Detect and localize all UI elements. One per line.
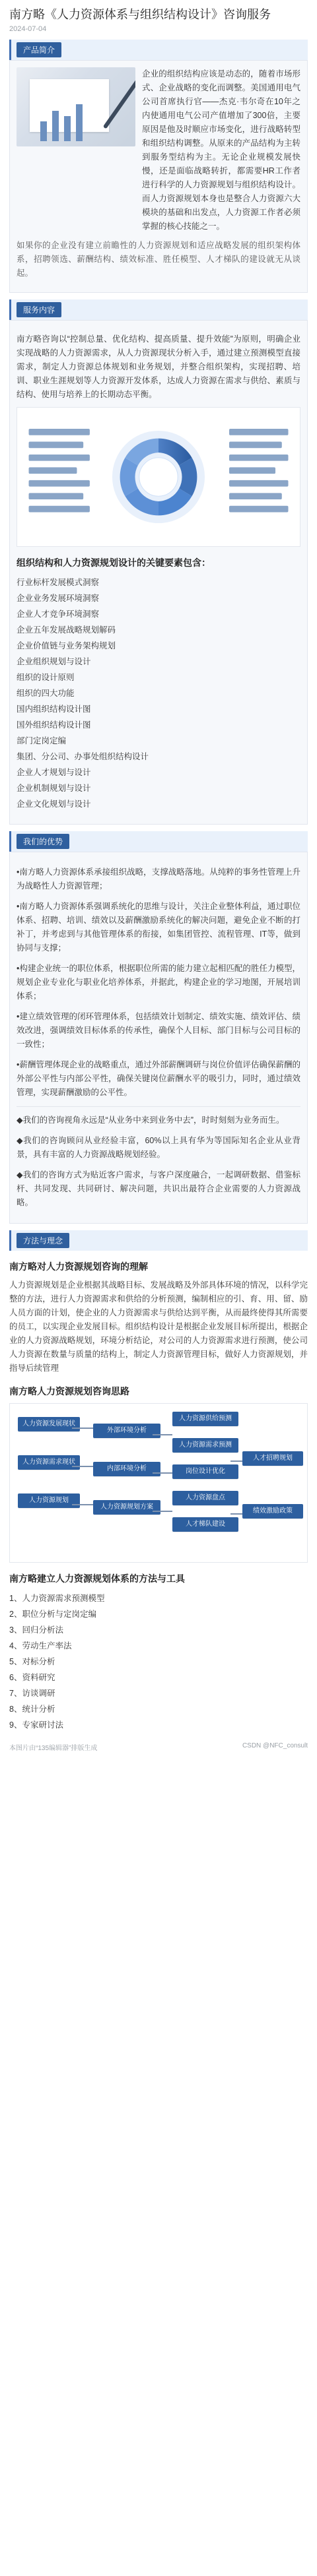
flow-title: 南方略人力资源规划咨询思路 — [9, 1387, 129, 1397]
section-header — [9, 1230, 308, 1251]
method-text: 人力资源规划是企业根据其战略目标、发展战略及外部具体环境的情况，以科学完整的方法，进行人力资源需求和供给的分析预测，编制相应的引、育、用、留、励人员方面的计划，使企业的人力资源需求与供给达到平衡，从而最终使得其所需要的员工，以实现企业发展目标。组织结构设计是根据企业发展目标所提出，根据企业的人力资源战略规划，环境分析结论，对公司的人力资源需求进行预测，使公司人力资源在数量与质量的结构上，制定人力资源管理目标，做好人力资源规划，并指导后续管理 — [9, 1280, 308, 1373]
advantage-item: ◆我们的咨询方式为贴近客户需求，与客户深度融合，一起调研数据、借鉴标杆、共同发现、共同研讨、解决问题，共识出最符合企业需要的人力资源战略。 — [17, 1170, 300, 1207]
flow-connector — [153, 1472, 172, 1474]
flow-box: 绩效激励政策 — [242, 1504, 303, 1519]
chart-bar-2 — [52, 111, 59, 141]
section-header — [9, 831, 308, 852]
tool-item: 5、对标分析 — [9, 1657, 55, 1666]
flow-box: 内部环境分析 — [93, 1462, 160, 1476]
article-date: 2024-07-04 — [9, 25, 47, 33]
advantage-item: •构建企业统一的职位体系，根据职位所需的能力建立起相匹配的胜任力模型，规划企业专业化与职业化培养体系，并据此，构建企业的学习地图，开展培训体系； — [17, 964, 300, 1001]
advantage-item: •南方略人力资源体系承接组织战略，支撑战略落地。从纯粹的事务性管理上升为战略性人力资源管理； — [17, 867, 300, 891]
tool-item: 6、资料研究 — [9, 1673, 55, 1682]
section-tag-advantages: 我们的优势 — [17, 834, 69, 849]
advantages-panel — [9, 852, 308, 1224]
flow-connector — [153, 1434, 172, 1435]
tool-item: 3、回归分析法 — [9, 1625, 63, 1635]
tool-item: 4、劳动生产率法 — [9, 1641, 72, 1650]
service-diagram — [17, 407, 300, 547]
service-diagram-svg — [17, 408, 300, 546]
section-tag-method: 方法与理念 — [17, 1233, 69, 1248]
list-item: 国外组织结构设计图 — [17, 720, 91, 730]
section-product-intro — [9, 40, 308, 293]
section-service — [9, 299, 308, 825]
section-header — [9, 40, 308, 60]
product-intro-text-2: 如果你的企业没有建立前瞻性的人力资源规划和适应战略发展的组织架构体系，招聘领选、薪酬结构、绩效标准、胜任模型、人才梯队的建设就无从谈起。 — [17, 241, 300, 278]
service-text: 南方略咨询以“控制总量、优化结构、提高质量、提升效能”为原则，明确企业实现战略的人力资源需求，从人力资源现状分析入手，通过建立预测模型直接需求，制定人力资源总体规划和业务规划，并整合组织架构，实现招聘、培训、职业生涯规划等人力资源开发体系，达成人力资源在需求与供给、素质与结构、使用与培养上的长期动态平衡。 — [17, 334, 300, 399]
tools-title: 南方略建立人力资源规划体系的方法与工具 — [9, 1574, 185, 1585]
flow-connector — [72, 1504, 93, 1505]
footer-left: 本图片由“135编辑器”排版生成 — [9, 1745, 98, 1752]
product-intro-panel — [9, 60, 308, 293]
advantage-item: •南方略人力资源体系强调系统化的思维与设计，关注企业整体利益，通过职位体系、招聘、培训、绩效以及薪酬激励系统化的解决问题，避免企业不断的打补丁，并考虑到与其他管理体系的衔接，如集团管控、流程管理、IT等，做到协同与支撑； — [17, 902, 300, 953]
tools-list — [9, 1590, 308, 1733]
flow-box: 人力资源规划方案 — [93, 1500, 160, 1515]
section-method — [9, 1230, 308, 1733]
product-intro-image — [17, 67, 135, 146]
article-title: 南方略《人力资源体系与组织结构设计》咨询服务 — [9, 8, 271, 22]
list-item: 企业人才竞争环境洞察 — [17, 610, 100, 619]
method-flow-diagram — [9, 1403, 308, 1563]
tool-item: 7、访谈调研 — [9, 1689, 55, 1698]
flow-connector — [72, 1428, 93, 1429]
list-item: 企业业务发展环境洞察 — [17, 594, 100, 603]
chart-bar-3 — [64, 116, 71, 141]
product-intro-text: 企业的组织结构应该是动态的，随着市场形式、企业战略的变化而调整。美国通用电气公司首席执行官——杰克·韦尔奇在10年之内使通用电气公司产值增加了300倍，主要原因是他及时顺应市场变化，进行战略转型和组织结构调整。从原来的产品结构为主转到服务型结构为主。无论企业规模发展快慢，还是面临战略转折，都需要HR工作者进行科学的人力资源规划与组织结构设计。而人力资源规划本身也是整合人力资源六大模块的基础和出发点，人力资源工作者必须掌握的核心技能之一。 — [142, 69, 300, 231]
list-item: 企业文化规划与设计 — [17, 800, 91, 809]
flow-connector — [230, 1461, 242, 1462]
section-tag-service: 服务内容 — [17, 302, 61, 317]
page-footer — [9, 1742, 308, 1756]
flow-box: 人力资源需求现状 — [18, 1455, 80, 1470]
product-intro-row — [17, 67, 300, 234]
service-panel — [9, 320, 308, 825]
service-list — [17, 575, 300, 812]
chart-bar-4 — [76, 104, 83, 141]
article-page — [0, 7, 317, 1756]
advantage-item: ◆我们的咨询顾问从业经验丰富，60%以上具有华为等国际知名企业从业背景，具有丰富的人力资源战略规划经验。 — [17, 1136, 300, 1159]
list-item: 组织的设计原则 — [17, 673, 75, 682]
footer-right[interactable]: CSDN @NFC_consult — [242, 1742, 308, 1749]
flow-box: 人力资源发展现状 — [18, 1417, 80, 1431]
tool-item: 2、职位分析与定岗定编 — [9, 1610, 96, 1619]
section-tag-product-intro: 产品简介 — [17, 42, 61, 57]
tool-item: 1、人力资源需求预测模型 — [9, 1594, 105, 1603]
advantage-item: •薪酬管理体现企业的战略重点，通过外部薪酬调研与岗位价值评估确保薪酬的外部公平性与内部公平性，确保关键岗位薪酬水平的吸引力，同时，通过绩效管理，实现薪酬激励的公平性。 — [17, 1060, 300, 1097]
flow-box: 人力资源供给预测 — [172, 1412, 238, 1426]
flow-connector — [153, 1511, 172, 1512]
divider — [17, 1106, 300, 1107]
list-item: 企业价值链与业务架构规划 — [17, 641, 116, 650]
service-caption: 组织结构和人力资源规划设计的关键要素包含： — [17, 558, 211, 569]
list-item: 企业五年发展战略规划解码 — [17, 625, 116, 635]
flow-box: 人力资源规划 — [18, 1493, 80, 1508]
tool-item: 8、统计分析 — [9, 1705, 55, 1714]
list-item: 企业组织规划与设计 — [17, 657, 91, 666]
flow-box: 岗位设计优化 — [172, 1464, 238, 1479]
flow-connector — [72, 1466, 93, 1467]
flow-box: 人才招聘规划 — [242, 1451, 303, 1466]
flow-box: 人才梯队建设 — [172, 1517, 238, 1532]
section-advantages — [9, 831, 308, 1224]
list-item: 集团、分公司、办事处组织结构设计 — [17, 752, 149, 761]
list-item: 部门定岗定编 — [17, 736, 67, 745]
advantage-item: •建立绩效管理的闭环管理体系，包括绩效计划制定、绩效实施、绩效评估、绩效改进，强调绩效目标体系的传承性，确保个人目标、部门目标与公司目标的一致性； — [17, 1012, 300, 1049]
chart-bar-1 — [40, 121, 47, 141]
list-item: 企业人才规划与设计 — [17, 768, 91, 777]
advantage-item: ◆我们的咨询视角永远是“从业务中来到业务中去”，时时刻刻为业务而生。 — [17, 1115, 285, 1125]
list-item: 企业机制规划与设计 — [17, 784, 91, 793]
method-subtitle: 南方略对人力资源规划咨询的理解 — [9, 1262, 148, 1272]
section-header — [9, 299, 308, 320]
tool-item: 9、专家研讨法 — [9, 1720, 63, 1730]
flow-connector — [230, 1513, 242, 1515]
list-item: 国内组织结构设计图 — [17, 705, 91, 714]
list-item: 行业标杆发展模式洞察 — [17, 578, 100, 587]
list-item: 组织的四大功能 — [17, 689, 75, 698]
flow-box: 人力资源盘点 — [172, 1491, 238, 1505]
flow-box: 外部环境分析 — [93, 1424, 160, 1438]
flow-box: 人力资源需求预测 — [172, 1438, 238, 1453]
